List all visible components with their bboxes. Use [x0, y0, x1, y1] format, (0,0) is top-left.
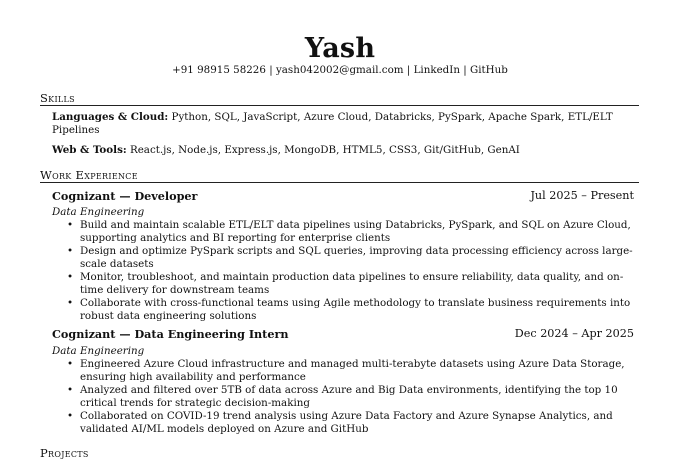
job-subtitle: Data Engineering: [52, 345, 145, 357]
section-title-experience: Work Experience: [40, 168, 138, 182]
skill-label: Languages & Cloud:: [52, 111, 169, 123]
contact-line: [0, 64, 680, 77]
job-title: Cognizant — Developer: [52, 189, 198, 203]
job-dates: Dec 2024 – Apr 2025: [514, 327, 634, 340]
job-bullets: [66, 358, 636, 436]
contact-separator: |: [269, 64, 273, 76]
list-item: • Analyzed and filtered over 5TB of data across Azure and Big Data environments, identifying the top 10 critical trends for strategic decision-making: [66, 384, 636, 410]
phone-number: +91 98915 58226: [172, 64, 266, 76]
skill-value: React.js, Node.js, Express.js, MongoDB, HTML5, CSS3, Git/GitHub, GenAI: [129, 144, 520, 156]
list-item: • Engineered Azure Cloud infrastructure and managed multi-terabyte datasets using Azure Data Storage, ensuring high availability and performance: [66, 358, 636, 384]
job-header: [52, 327, 634, 342]
contact-separator: |: [463, 64, 467, 76]
list-item: • Collaborated on COVID-19 trend analysis using Azure Data Factory and Azure Synapse Analytics, and validated AI/ML models deployed on Azure and GitHub: [66, 410, 636, 436]
section-title-skills: Skills: [40, 91, 75, 105]
section-divider: [40, 105, 639, 106]
skill-value: Python, SQL, JavaScript, Azure Cloud, Databricks, PySpark, Apache Spark, ETL/ELT Pipelines: [52, 111, 613, 136]
list-item: • Design and optimize PySpark scripts and SQL queries, improving data processing efficiency across large-scale datasets: [66, 245, 636, 271]
job-header: [52, 189, 634, 204]
list-item: • Build and maintain scalable ETL/ELT data pipelines using Databricks, PySpark, and SQL on Azure Cloud, supporting analytics and BI reporting for enterprise clients: [66, 219, 636, 245]
skill-label: Web & Tools:: [52, 144, 127, 156]
github-link[interactable]: GitHub: [470, 64, 508, 76]
job-dates: Jul 2025 – Present: [530, 189, 634, 202]
section-divider: [40, 182, 639, 183]
section-title-projects: Projects: [40, 446, 89, 460]
candidate-name: Yash: [304, 33, 376, 64]
job-bullets: [66, 219, 636, 323]
email-link[interactable]: yash042002@gmail.com: [275, 64, 404, 76]
job-subtitle: Data Engineering: [52, 206, 145, 218]
linkedin-link[interactable]: LinkedIn: [413, 64, 460, 76]
skill-row: [52, 111, 632, 137]
list-item: • Collaborate with cross-functional teams using Agile methodology to translate business requirements into robust data engineering solutions: [66, 297, 636, 323]
list-item: • Monitor, troubleshoot, and maintain production data pipelines to ensure reliability, data quality, and on-time delivery for downstream teams: [66, 271, 636, 297]
contact-separator: |: [406, 64, 411, 76]
job-title: Cognizant — Data Engineering Intern: [52, 327, 289, 341]
skill-row: [52, 144, 632, 157]
